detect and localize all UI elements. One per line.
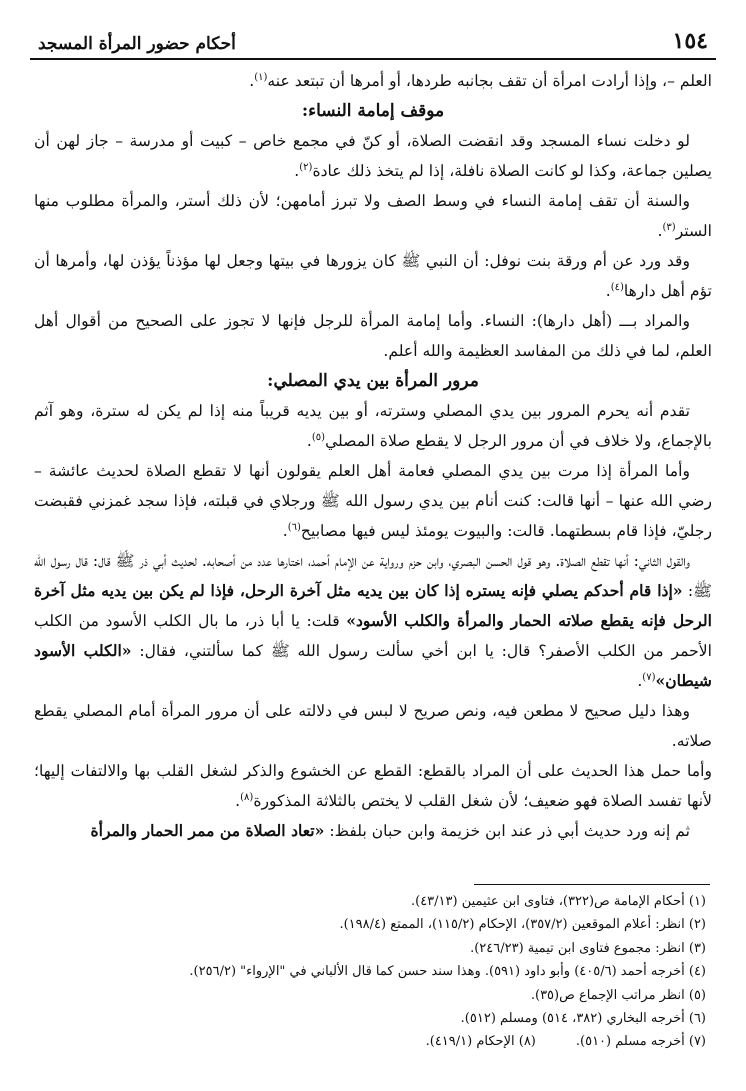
running-title: أحكام حضور المرأة المسجد — [38, 34, 236, 54]
paragraph: وهذا دليل صحيح لا مطعن فيه، ونص صريح لا لبس في دلالته على أن مرور المرأة أمام المصلي يقطع صلاته. — [34, 702, 712, 750]
paragraph: والقول الثاني: أنها تقطع الصلاة. وهو قول الحسن البصري، وابن حزم ورواية عن الإمام أحمد، اختارها عدد من أصحابه. لحديث أبي ذر ﷺ قال: قال رسول الله ﷺ: «إذا قام أحدكم يصلي فإنه يستره إذا كان بين يديه مثل آخرة الرحل، فإذا لم يكن بين يديه مثل آخرة الرحل فإنه يقطع صلاته الحمار والمرأة والكلب الأسود» قلت: يا أبا ذر، ما بال الكلب الأسود من الكلب الأحمر من الكلب الأصفر؟ قال: يا ابن أخي سألت رسول الله ﷺ كما سألتني، فقال: «الكلب الأسود شيطان»$^{(٧)}$. — [34, 552, 712, 690]
section-heading: موقف إمامة النساء: — [301, 101, 445, 121]
page-number: ١٥٤ — [672, 28, 708, 54]
main-text — [34, 66, 712, 846]
paragraph: ثم إنه ورد حديث أبي ذر عند ابن خزيمة وابن حبان بلفظ: «تعاد الصلاة من ممر الحمار والمرأة — [90, 821, 690, 840]
footnote: (٦) أخرجه البخاري (٣٨٢، ٥١٤) ومسلم (٥١٢). — [460, 1011, 706, 1027]
paragraph: تقدم أنه يحرم المرور بين يدي المصلي وسترته، أو بين يديه قريباً منه إذا لم يكن له سترة، وهو آثم بالإجماع، ولا خلاف في أن مرور الرجل لا يقطع صلاة المصلي$^{(٥)}$. — [34, 402, 712, 450]
footnote-ref[interactable]: (٣) — [662, 221, 676, 233]
footnote-ref[interactable]: (٢) — [299, 161, 313, 173]
footnote: (٥) انظر مراتب الإجماع ص(٣٥). — [530, 987, 706, 1003]
footnote: (٧) أخرجه مسلم (٥١٠). — [575, 1034, 706, 1050]
section-heading: مرور المرأة بين يدي المصلي: — [267, 371, 479, 391]
hadith-quote: «الكلب الأسود شيطان» — [34, 641, 712, 690]
paragraph: العلم –، وإذا أرادت امرأة أن تقف بجانبه طردها، أو أمرها أن تبتعد عنه$^{(١)}$. — [249, 71, 712, 90]
footnotes — [40, 890, 706, 1054]
footnote-ref[interactable]: (١) — [254, 71, 268, 83]
paragraph: وقد ورد عن أم ورقة بنت نوفل: أن النبي ﷺ كان يزورها في بيتها وجعل لها مؤذناً يؤذن لها، وأمرها أن تؤم أهل دارها$^{(٤)}$. — [34, 252, 712, 300]
footnote-row — [40, 1030, 706, 1053]
paragraph: وأما حمل هذا الحديث على أن المراد بالقطع: القطع عن الخشوع والذكر لشغل القلب بها والالتفات إليها؛ لأنها تفسد الصلاة فهو ضعيف؛ لأن شغل القلب لا يختص بالثلاثة المذكورة$^{(٨)}$. — [34, 762, 712, 810]
footnote: (١) أحكام الإمامة ص(٣٢٢)، فتاوى ابن عثيمين (٤٣/١٣). — [410, 894, 706, 909]
footnote: (٨) الإحكام (٤١٩/١). — [425, 1034, 536, 1050]
paragraph: لو دخلت نساء المسجد وقد انقضت الصلاة، أو كنّ في مجمع خاص – كبيت أو مدرسة – جاز لهن أن يصلين جماعة، وكذا لو كانت الصلاة نافلة، إذا لم يتخذ ذلك عادة$^{(٢)}$. — [34, 132, 712, 180]
footnote-ref[interactable]: (٥) — [311, 431, 326, 443]
footnote: (٣) انظر: مجموع فتاوى ابن تيمية (٢٤٦/٢٣). — [470, 940, 706, 956]
footnote-separator — [474, 884, 710, 885]
footnote-ref[interactable]: (٤) — [610, 281, 624, 293]
footnote: (٤) أخرجه أحمد (٤٠٥/٦) وأبو داود (٥٩١). وهذا سند حسن كما قال الألباني في "الإرواء" (٢٥٦/٢). — [189, 964, 706, 980]
hadith-quote: «إذا قام أحدكم يصلي فإنه يستره إذا كان بين يديه مثل آخرة الرحل، فإذا لم يكن بين يديه مثل آخرة الرحل فإنه يقطع صلاته الحمار والمرأة والكلب الأسود» — [34, 581, 712, 630]
paragraph: والمراد بـــ (أهل دارها): النساء. وأما إمامة المرأة للرجل فإنها لا تجوز على الصحيح من أقوال أهل العلم، لما في ذلك من المفاسد العظيمة والله أعلم. — [34, 312, 712, 360]
paragraph: والسنة أن تقف إمامة النساء في وسط الصف ولا تبرز أمامهن؛ لأن ذلك أستر، والمرأة مطلوب منها الستر$^{(٣)}$. — [34, 192, 712, 240]
footnote: (٢) انظر: أعلام الموقعين (٣٥٧/٢)، الإحكام (١١٥/٢)، الممتع (١٩٨/٤). — [339, 917, 706, 933]
hadith-quote: «تعاد الصلاة من ممر الحمار والمرأة — [90, 821, 325, 840]
page-header — [30, 26, 716, 60]
footnote-ref[interactable]: (٨) — [240, 791, 254, 803]
footnote-ref[interactable]: (٦) — [287, 521, 301, 533]
footnote-ref[interactable]: (٧) — [642, 671, 656, 683]
paragraph: وأما المرأة إذا مرت بين يدي المصلي فعامة أهل العلم يقولون أنها لا تقطع الصلاة لحديث عائشة – رضي الله عنها – أنها قالت: كنت أنام بين يدي رسول الله ﷺ ورجلاي في قبلته، فإذا سجد غمزني فقبضت رجليّ، فإذا قام بسطتهما. قالت: والبيوت يومئذ ليس فيها مصابيح$^{(٦)}$. — [34, 462, 712, 540]
